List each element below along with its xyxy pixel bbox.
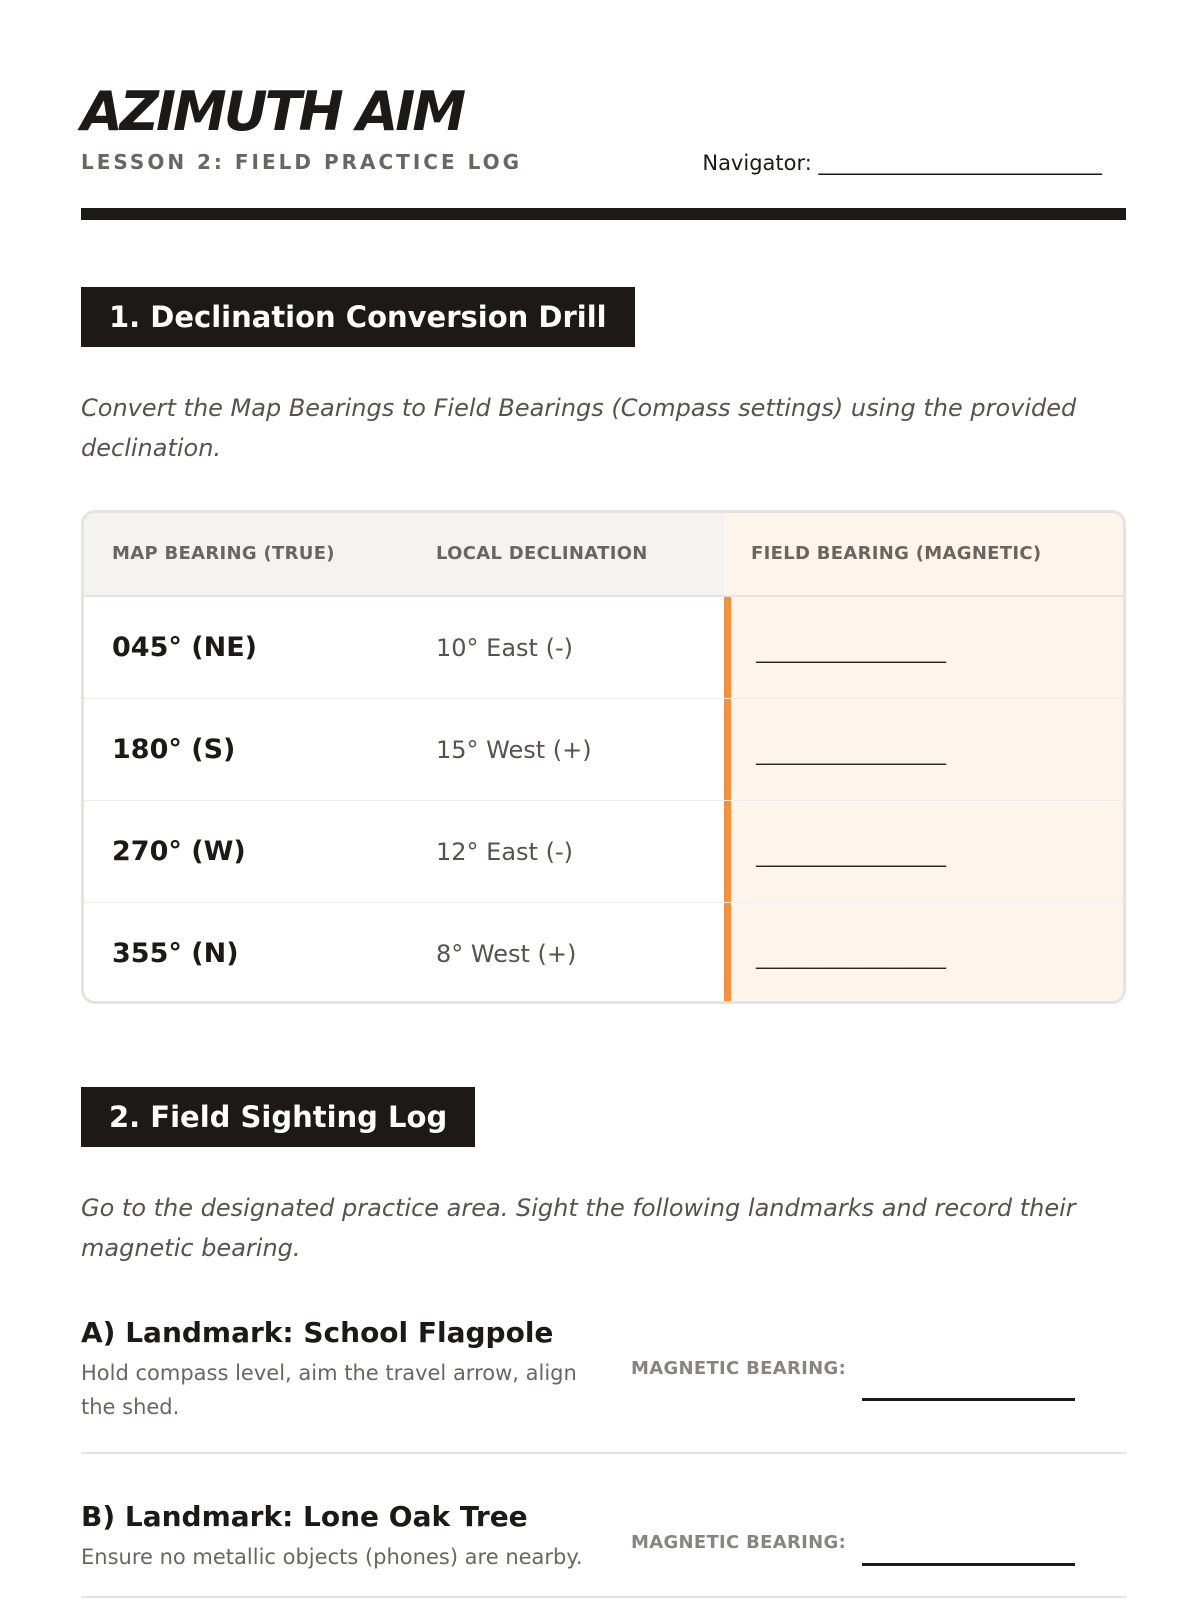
table-row: [84, 903, 1123, 1004]
landmark-title: A) Landmark: School Flagpole: [81, 1316, 554, 1349]
magnetic-bearing-blank[interactable]: [862, 1398, 1075, 1401]
brand-title: AZIMUTH AIM: [81, 80, 464, 143]
landmark-description: Hold compass level, aim the travel arrow, align the shed.: [81, 1361, 577, 1419]
landmark-divider: [81, 1452, 1126, 1454]
declination-cell: 12° East (-): [436, 838, 573, 866]
magnetic-bearing-blank[interactable]: [862, 1563, 1075, 1566]
field-bearing-blank[interactable]: ___________________: [756, 741, 946, 765]
declination-cell: 8° West (+): [436, 940, 577, 968]
table-header: [84, 513, 1123, 597]
declination-table: [81, 510, 1126, 1004]
landmark-entry: [81, 1500, 1126, 1600]
section-1-heading: 1. Declination Conversion Drill: [81, 287, 635, 347]
landmark-description: Ensure no metallic objects (phones) are nearby.: [81, 1545, 583, 1569]
navigator-field[interactable]: Navigator: ___________________________: [702, 151, 1102, 175]
column-header-declination: LOCAL DECLINATION: [436, 543, 648, 564]
map-bearing-cell: 180° (S): [112, 734, 236, 765]
landmark-divider: [81, 1596, 1126, 1598]
declination-cell: 10° East (-): [436, 634, 573, 662]
magnetic-bearing-label: MAGNETIC BEARING:: [631, 1358, 847, 1379]
column-header-field-bearing: FIELD BEARING (MAGNETIC): [724, 513, 1126, 595]
section-1-instructions: Convert the Map Bearings to Field Bearings (Compass settings) using the provided declination.: [81, 394, 1077, 462]
lesson-subtitle: LESSON 2: FIELD PRACTICE LOG: [81, 150, 523, 174]
map-bearing-cell: 045° (NE): [112, 632, 257, 663]
table-row: [84, 801, 1123, 903]
field-bearing-blank[interactable]: ___________________: [756, 843, 946, 867]
table-row: [84, 699, 1123, 801]
table-row: [84, 597, 1123, 699]
section-2-heading: 2. Field Sighting Log: [81, 1087, 475, 1147]
landmark-entry: [81, 1316, 1126, 1456]
landmark-title: B) Landmark: Lone Oak Tree: [81, 1500, 528, 1533]
column-header-map-bearing: MAP BEARING (TRUE): [112, 543, 335, 564]
map-bearing-cell: 270° (W): [112, 836, 246, 867]
field-bearing-blank[interactable]: ___________________: [756, 945, 946, 969]
magnetic-bearing-label: MAGNETIC BEARING:: [631, 1532, 847, 1553]
header-divider: [81, 208, 1126, 220]
field-bearing-blank[interactable]: ___________________: [756, 639, 946, 663]
section-2-instructions: Go to the designated practice area. Sight the following landmarks and record their magnetic bearing.: [81, 1194, 1076, 1262]
declination-cell: 15° West (+): [436, 736, 592, 764]
map-bearing-cell: 355° (N): [112, 938, 239, 969]
